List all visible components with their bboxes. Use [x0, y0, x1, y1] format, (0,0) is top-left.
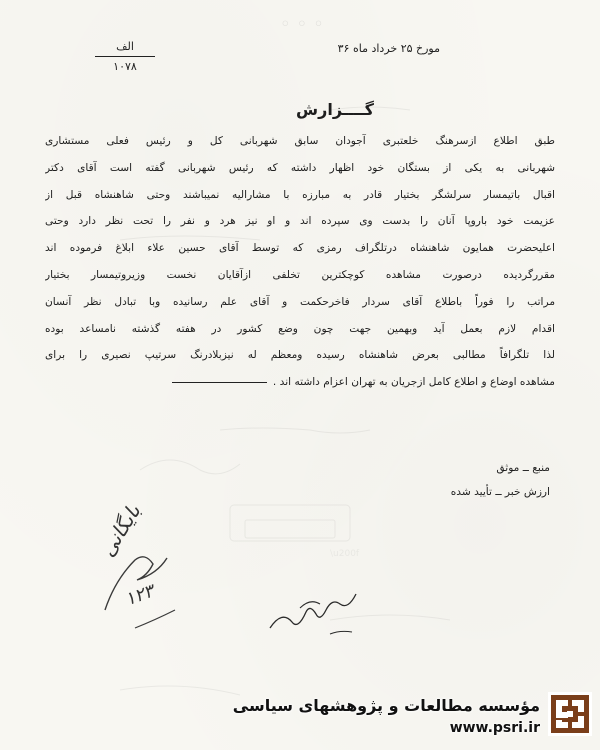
reference-number: ۱۰۷۸: [113, 60, 137, 73]
handwritten-number: ۱۲۳: [122, 580, 157, 611]
body-line: اعلیحضرت همایون شاهنشاه درتلگراف رمزی که توسط آقای حسین علاء ابلاغ فرموده اند: [45, 242, 555, 255]
closing-dash-rule: [172, 382, 267, 383]
date-line: مورخ ۲۵ خرداد ماه ۳۶: [337, 42, 440, 55]
handwritten-archive-note: بایگانی: [95, 499, 146, 561]
reference-code: الف: [116, 40, 134, 53]
institute-name: مؤسسه مطالعات و پژوهشهای سیاسی: [232, 696, 540, 715]
institute-logo-icon: [548, 692, 592, 736]
reference-number-block: [95, 40, 155, 73]
evaluation-line: ارزش خبر ــ تأیید شده: [450, 486, 550, 498]
watermark-footer: [232, 690, 595, 745]
report-title: گــــزارش: [296, 100, 374, 119]
body-line: شهربانی به یکی از بستگان خود اظهار داشته که رئیس شهربانی گفته است آقای دکتر: [45, 161, 555, 174]
body-line: لذا تلگرافاً مطالبی بعرض شاهنشاه رسیده ومعظم له نیزبلادرنگ سرتیپ نصیری را برای: [45, 349, 555, 362]
handwritten-annotation: [85, 499, 215, 630]
institute-url: www.psri.ir: [449, 720, 540, 736]
body-line: مقررگردیده درصورت مشاهده کوچکترین تخلفی ازآقایان نخست وزیروتیمسار بختیار: [45, 268, 555, 281]
source-line: منبع ــ موثق: [496, 462, 550, 474]
reference-divider: [95, 56, 155, 57]
body-line-final: [45, 369, 555, 396]
signature: [260, 590, 380, 640]
body-line: مراتب را فوراً باطلاع آقای سردار فاخرحکمت و آقای علم رسانیده وبا تبادل نظر آنسان: [45, 295, 555, 308]
body-line: طبق اطلاع ازسرهنگ خلعتبری آجودان سابق شهربانی کل و رئیس فعلی مستشاری: [45, 135, 555, 147]
body-line-text: مشاهده اوضاع و اطلاع کامل ازجریان به تهران اعزام داشته اند .: [272, 376, 555, 389]
body-line: اقبال باتیمسار سرلشگر بختیار قادر به مبارزه با مشارالیه نمیباشند وحتی شاهنشاه قبل از: [45, 188, 555, 201]
faint-header-stamp: ◦◦◦: [280, 14, 330, 35]
report-body: [45, 128, 555, 396]
handwriting-strokes: [85, 540, 215, 630]
body-line: عزیمت خود باروپا آنان را بدست وی سپرده اند و او نیز هرد و نفر را تحت نظر دارد وحتی: [45, 215, 555, 228]
body-line: اقدام لازم بعمل آید وبهمین جهت چون وضع کشور در هفته گذشته نامساعد بوده: [45, 322, 555, 335]
